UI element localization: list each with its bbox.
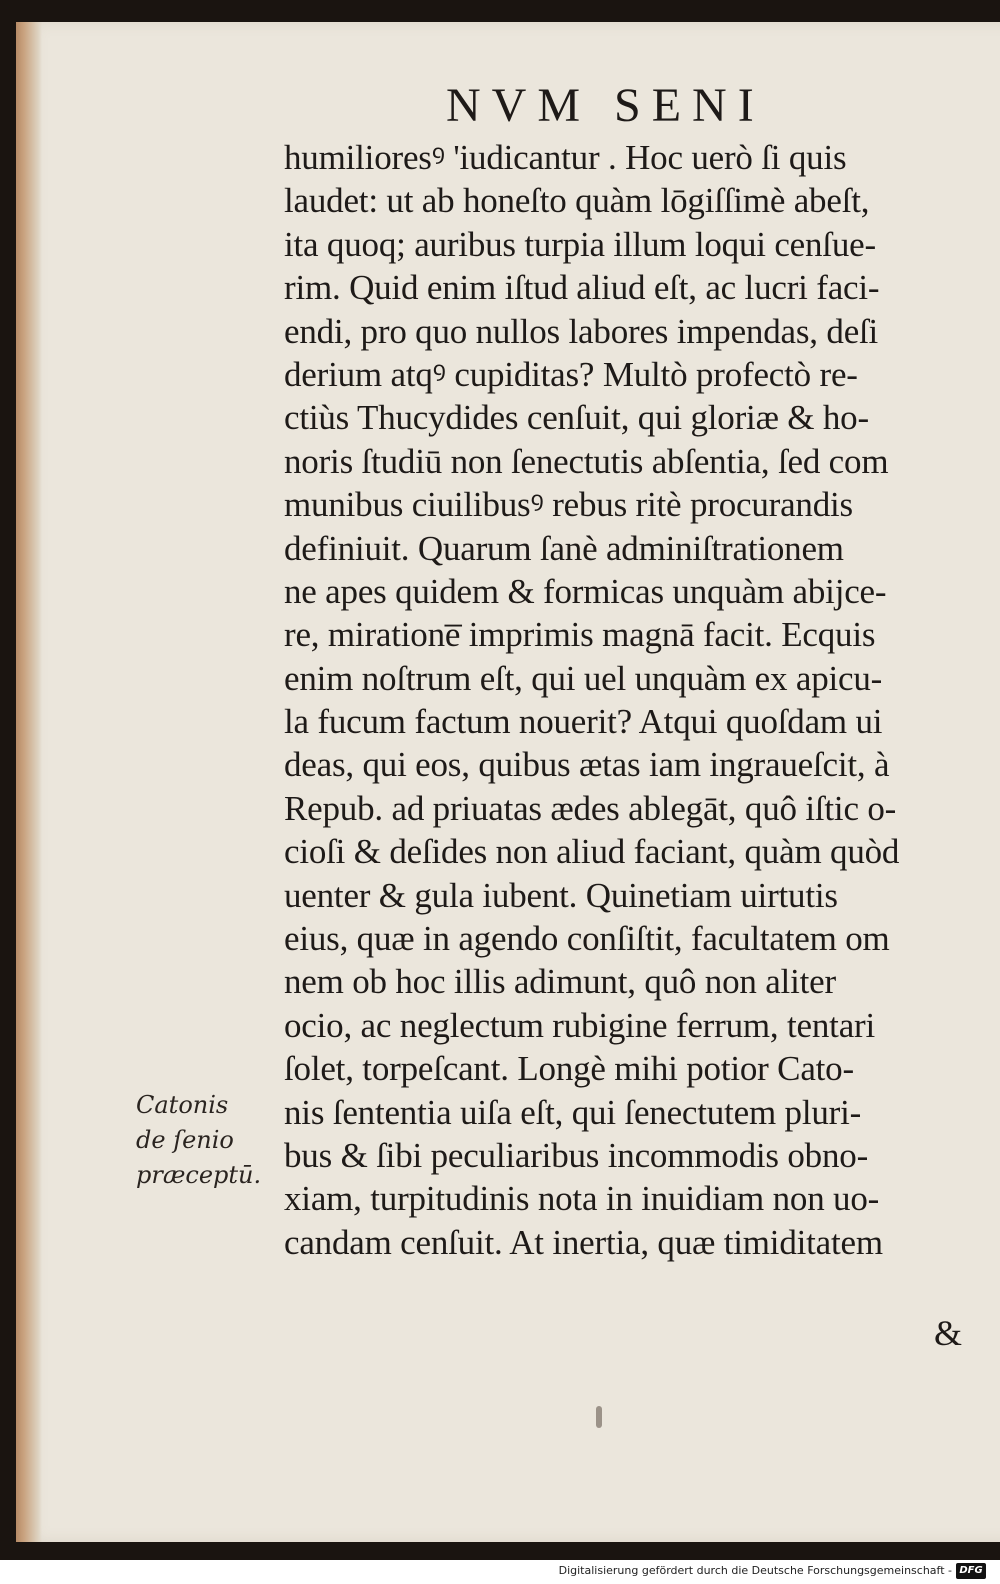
text-line: la fucum factum nouerit? Atqui quoſdam ui [284, 702, 883, 742]
text-line: nis ſententia uiſa eſt, qui ſenectutem pluri- [284, 1092, 862, 1132]
text-line: ſolet, torpeſcant. Longè mihi potior Cato- [284, 1049, 854, 1089]
text-line: munibus ciuilibusꝰ rebus ritè procurandis [284, 485, 853, 525]
text-line: ocio, ac neglectum rubigine ferrum, tentari [284, 1005, 876, 1045]
text-line: re, miratione̅ imprimis magnā facit. Ecquis [284, 615, 876, 655]
text-line: definiuit. Quarum ſanè adminiſtrationem [284, 528, 844, 568]
text-line: ne apes quidem & formicas unquàm abijce- [284, 571, 887, 611]
book-page [16, 22, 1000, 1542]
text-line: derium atqꝰ cupiditas? Multò profectò re- [284, 354, 858, 394]
text-line: bus & ſibi peculiaribus incommodis obno- [284, 1135, 869, 1175]
text-line: laudet: ut ab honeſto quàm lōgiſſimè abeſt, [284, 181, 870, 221]
text-line: candam cenſuit. At inertia, quæ timiditatem [284, 1222, 883, 1262]
text-line: noris ſtudiū non ſenectutis abſentia, ſed com [284, 441, 889, 481]
text-line: rim. Quid enim iſtud aliud eſt, ac lucri faci- [284, 268, 880, 308]
catchword: & [934, 1313, 963, 1353]
digitization-credit: Digitalisierung gefördert durch die Deutsche Forschungsgemeinschaft - [558, 1564, 952, 1577]
marginal-note-line: Catonis [136, 1091, 229, 1119]
text-line: ita quoq; auribus turpia illum loqui cenſue- [284, 224, 876, 264]
marginal-note-line: præceptū. [136, 1161, 262, 1189]
text-line: nem ob hoc illis adimunt, quô non aliter [284, 962, 836, 1002]
text-line: enim noſtrum eſt, qui uel unquàm ex apicu- [284, 658, 883, 698]
text-line: eius, quæ in agendo conſiſtit, facultatem om [284, 919, 890, 959]
text-line: deas, qui eos, quibus ætas iam ingraueſcit, à [284, 745, 890, 785]
dfg-logo-icon: DFG [956, 1563, 986, 1579]
main-text-block [284, 136, 984, 1264]
text-line: cioſi & deſides non aliud faciant, quàm quòd [284, 832, 900, 872]
text-line: endi, pro quo nullos labores impendas, deſi [284, 311, 879, 351]
running-head: NVM SENI [446, 79, 765, 132]
text-line: uenter & gula iubent. Quinetiam uirtutis [284, 875, 838, 915]
text-line: humilioresꝰ 'iudicantur . Hoc uerò ſi quis [284, 138, 847, 177]
marginal-note-line: de ſenio [136, 1126, 234, 1154]
ink-smudge [596, 1406, 602, 1428]
text-line: Repub. ad priuatas ædes ablegāt, quô iſtic o- [284, 788, 897, 828]
text-line: ctiùs Thucydides cenſuit, qui gloriæ & ho- [284, 398, 869, 438]
footer-bar [0, 1560, 1000, 1584]
page-binding-edge [16, 22, 42, 1542]
marginal-note [136, 1088, 261, 1193]
text-line: xiam, turpitudinis nota in inuidiam non uo- [284, 1179, 880, 1219]
